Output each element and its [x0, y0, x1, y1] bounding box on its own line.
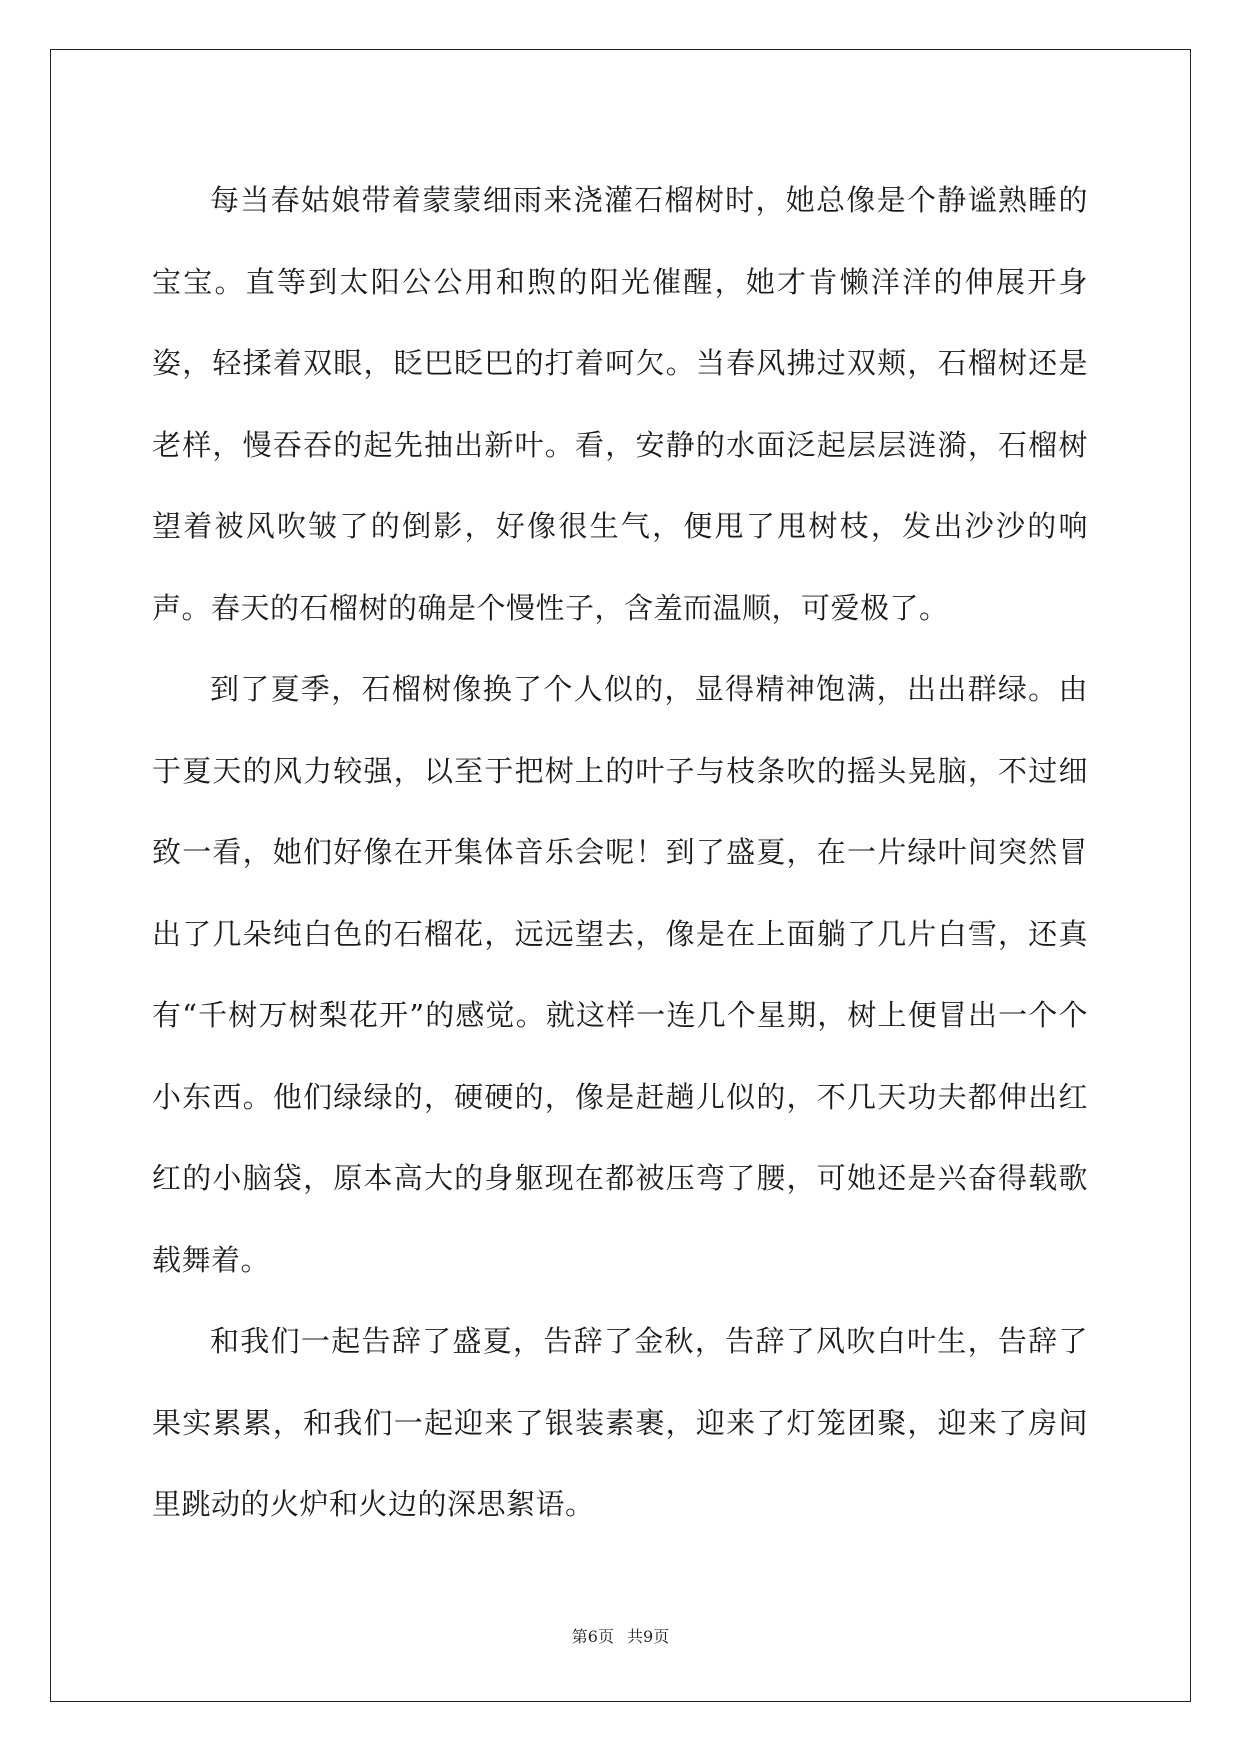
page-number-total: 共9页 — [627, 1627, 670, 1646]
paragraph-summer: 到了夏季，石榴树像换了个人似的，显得精神饱满，出出群绿。由于夏天的风力较强，以至于把树上的叶子与枝条吹的摇头晃脑，不过细致一看，她们好像在开集体音乐会呢！到了盛夏，在一片绿叶间突然冒出了几朵纯白色的石榴花，远远望去，像是在上面躺了几片白雪，还真有“千树万树梨花开”的感觉。就这样一连几个星期，树上便冒出一个个小东西。他们绿绿的，硬硬的，像是赶趟儿似的，不几天功夫都伸出红红的小脑袋，原本高大的身躯现在都被压弯了腰，可她还是兴奋得载歌载舞着。 — [152, 672, 1088, 1277]
page-footer — [0, 1624, 1241, 1647]
document-body — [152, 160, 1088, 1546]
paragraph-spring: 每当春姑娘带着蒙蒙细雨来浇灌石榴树时，她总像是个静谧熟睡的宝宝。直等到太阳公公用和煦的阳光催醒，她才肯懒洋洋的伸展开身姿，轻揉着双眼，眨巴眨巴的打着呵欠。当春风拂过双颊，石榴树还是老样，慢吞吞的起先抽出新叶。看，安静的水面泛起层层涟漪，石榴树望着被风吹皱了的倒影，好像很生气，便甩了甩树枝，发出沙沙的响声。春天的石榴树的确是个慢性子，含羞而温顺，可爱极了。 — [152, 183, 1088, 625]
page-number-current: 第6页 — [571, 1627, 614, 1646]
paragraph-winter: 和我们一起告辞了盛夏，告辞了金秋，告辞了风吹白叶生，告辞了果实累累，和我们一起迎来了银装素裹，迎来了灯笼团聚，迎来了房间里跳动的火炉和火边的深思絮语。 — [152, 1324, 1088, 1521]
